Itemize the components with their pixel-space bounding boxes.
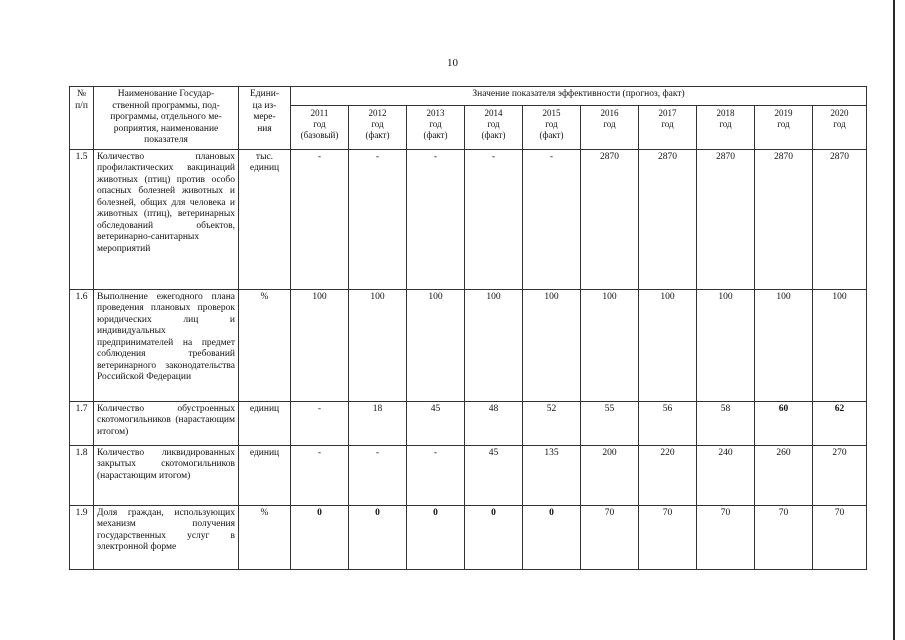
header-row xyxy=(70,87,867,106)
row-value: 100 xyxy=(697,289,755,401)
row-name: Количество плановых профилактических вакцинаций животных (птиц) против особо опасных болезней животных и болезней, общих для человека и животных (птиц), ветеринарных обследований объектов, ветеринарно-санитарных мероприятий xyxy=(94,149,239,289)
row-value: - xyxy=(465,149,523,289)
row-number: 1.5 xyxy=(70,149,94,289)
row-value: 0 xyxy=(523,505,581,569)
row-value: 0 xyxy=(407,505,465,569)
row-value: 0 xyxy=(291,505,349,569)
row-unit: % xyxy=(239,289,291,401)
scan-edge-line xyxy=(893,0,895,640)
row-value: 60 xyxy=(755,401,813,445)
row-value: 100 xyxy=(813,289,867,401)
row-name: Количество ликвидированных закрытых скотомогильников (нарастающим итогом) xyxy=(94,445,239,505)
row-value: 0 xyxy=(465,505,523,569)
row-value: 52 xyxy=(523,401,581,445)
row-value: 220 xyxy=(639,445,697,505)
header-number: № п/п xyxy=(70,87,94,150)
row-value: 260 xyxy=(755,445,813,505)
row-value: 100 xyxy=(407,289,465,401)
row-value: 270 xyxy=(813,445,867,505)
row-value: 2870 xyxy=(813,149,867,289)
header-year: 2011 год (базовый) xyxy=(291,105,349,149)
table-row xyxy=(70,445,867,505)
row-value: - xyxy=(349,445,407,505)
row-value: - xyxy=(523,149,581,289)
row-number: 1.6 xyxy=(70,289,94,401)
row-value: 18 xyxy=(349,401,407,445)
row-value: 58 xyxy=(697,401,755,445)
page-number: 10 xyxy=(447,57,458,69)
header-unit: Едини- ца из- мере- ния xyxy=(239,87,291,150)
header-name: Наименование Государ- ственной программы, под- программы, отдельного ме- роприятия, наименование показателя xyxy=(94,87,239,150)
row-value: 100 xyxy=(291,289,349,401)
header-year: 2016 год xyxy=(581,105,639,149)
table-row xyxy=(70,505,867,569)
row-value: 0 xyxy=(349,505,407,569)
row-value: - xyxy=(407,149,465,289)
row-value: 2870 xyxy=(697,149,755,289)
header-year: 2017 год xyxy=(639,105,697,149)
row-number: 1.9 xyxy=(70,505,94,569)
header-values-title: Значение показателя эффективности (прогноз, факт) xyxy=(291,87,867,106)
row-value: 70 xyxy=(755,505,813,569)
row-value: 2870 xyxy=(639,149,697,289)
row-name: Доля граждан, использующих механизм получения государственных услуг в электронной форме xyxy=(94,505,239,569)
row-value: 100 xyxy=(349,289,407,401)
row-value: 48 xyxy=(465,401,523,445)
header-year: 2018 год xyxy=(697,105,755,149)
row-value: 100 xyxy=(465,289,523,401)
row-value: 240 xyxy=(697,445,755,505)
row-value: 135 xyxy=(523,445,581,505)
row-value: - xyxy=(349,149,407,289)
row-value: 100 xyxy=(523,289,581,401)
row-unit: единиц xyxy=(239,445,291,505)
row-value: - xyxy=(291,445,349,505)
header-year: 2012 год (факт) xyxy=(349,105,407,149)
row-value: 2870 xyxy=(581,149,639,289)
row-value: 62 xyxy=(813,401,867,445)
table-row xyxy=(70,401,867,445)
header-year: 2019 год xyxy=(755,105,813,149)
row-value: 100 xyxy=(581,289,639,401)
row-unit: единиц xyxy=(239,401,291,445)
row-value: 100 xyxy=(755,289,813,401)
row-value: 70 xyxy=(639,505,697,569)
row-value: 70 xyxy=(697,505,755,569)
header-year: 2013 год (факт) xyxy=(407,105,465,149)
row-name: Количество обустроенных скотомогильников (нарастающим итогом) xyxy=(94,401,239,445)
row-value: - xyxy=(291,401,349,445)
table-row xyxy=(70,289,867,401)
row-value: 70 xyxy=(813,505,867,569)
header-year: 2014 год (факт) xyxy=(465,105,523,149)
row-value: 70 xyxy=(581,505,639,569)
table-row xyxy=(70,149,867,289)
row-unit: % xyxy=(239,505,291,569)
row-value: - xyxy=(291,149,349,289)
row-number: 1.8 xyxy=(70,445,94,505)
row-value: 55 xyxy=(581,401,639,445)
row-value: 200 xyxy=(581,445,639,505)
indicator-table xyxy=(69,86,867,570)
row-unit: тыс. единиц xyxy=(239,149,291,289)
header-year: 2015 год (факт) xyxy=(523,105,581,149)
row-value: 2870 xyxy=(755,149,813,289)
row-value: - xyxy=(407,445,465,505)
row-value: 45 xyxy=(407,401,465,445)
row-name: Выполнение ежегодного плана проведения плановых проверок юридических лиц и индивидуальных предпринимателей на предмет соблюдения требований ветеринарного законодательства Российской Федерации xyxy=(94,289,239,401)
header-year: 2020 год xyxy=(813,105,867,149)
row-number: 1.7 xyxy=(70,401,94,445)
row-value: 45 xyxy=(465,445,523,505)
row-value: 100 xyxy=(639,289,697,401)
row-value: 56 xyxy=(639,401,697,445)
